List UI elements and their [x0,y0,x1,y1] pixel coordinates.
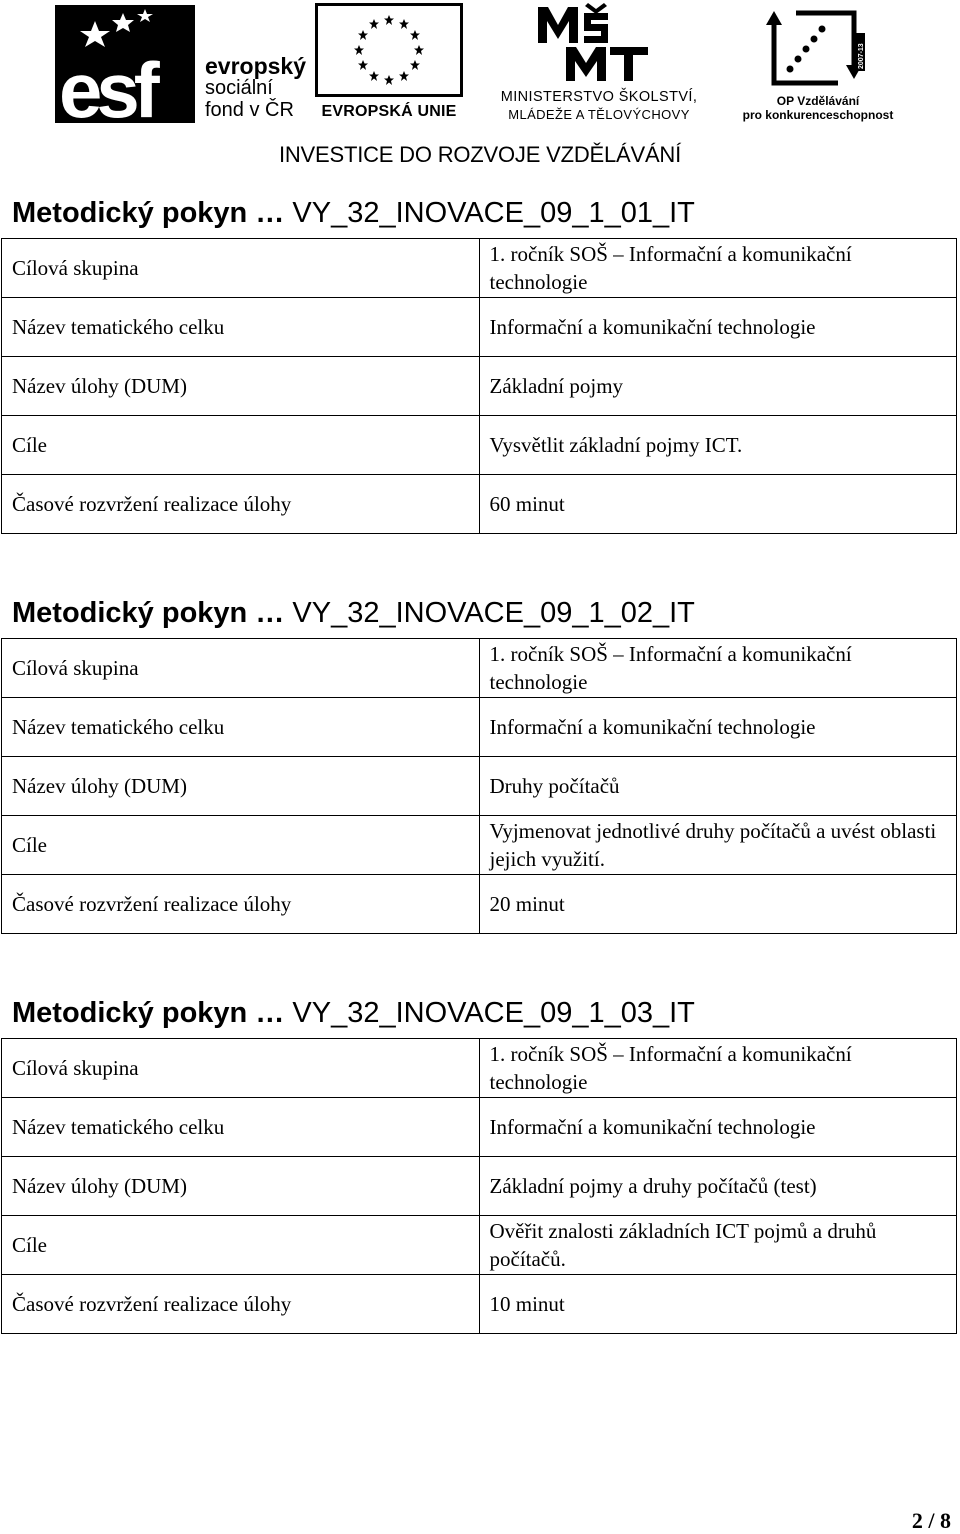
row-value: Základní pojmy a druhy počítačů (test) [479,1157,957,1216]
row-value: Informační a komunikační technologie [479,298,957,357]
op-vk-line-1: OP Vzdělávání [776,94,860,108]
header-logos [0,0,960,172]
title-code: VY_32_INOVACE_09_1_02_IT [292,597,695,629]
tagline: INVESTICE DO ROZVOJE VZDĚLÁVÁNÍ [278,142,682,167]
row-value: 20 minut [479,875,957,934]
title-prefix: Metodický pokyn … [12,597,285,629]
row-value: Ověřit znalosti základních ICT pojmů a druhů počítačů. [479,1216,957,1275]
row-label: Název tematického celku [2,1098,480,1157]
row-label: Cílová skupina [2,639,480,698]
table-row [2,639,957,698]
row-label: Název tematického celku [2,298,480,357]
row-label: Název tematického celku [2,698,480,757]
title-code: VY_32_INOVACE_09_1_01_IT [292,197,695,229]
table-row [2,1157,957,1216]
table-row [2,875,957,934]
row-value: 10 minut [479,1275,957,1334]
row-value: Základní pojmy [479,357,957,416]
eu-text: EVROPSKÁ UNIE [321,103,457,120]
table-row [2,1098,957,1157]
op-vk-logo [738,3,898,125]
section-title [12,996,695,1030]
row-label: Cílová skupina [2,1039,480,1098]
row-label: Název úlohy (DUM) [2,357,480,416]
title-prefix: Metodický pokyn … [12,997,285,1029]
row-label: Cílová skupina [2,239,480,298]
row-value: Druhy počítačů [479,757,957,816]
row-label: Cíle [2,816,480,875]
row-value: Informační a komunikační technologie [479,1098,957,1157]
table-row [2,698,957,757]
row-label: Název úlohy (DUM) [2,1157,480,1216]
table-row [2,757,957,816]
eu-flag-icon [315,3,463,97]
msmt-line-2: MLÁDEŽE A TĚLOVÝCHOVY [508,107,690,122]
esf-line-3: fond v ČR [205,99,294,121]
row-value: Vyjmenovat jednotlivé druhy počítačů a uvést oblasti jejich využití. [479,816,957,875]
msmt-mark-icon [536,3,656,85]
op-vk-mark-icon [766,3,866,93]
row-value: Informační a komunikační technologie [479,698,957,757]
table-row [2,357,957,416]
msmt-text [474,89,724,123]
table-row [2,475,957,534]
esf-logo [55,5,307,125]
table-row [2,298,957,357]
metadata-table [1,238,957,534]
table-row [2,1039,957,1098]
svg-text:esf: esf [59,46,154,123]
eu-logo [315,3,463,125]
esf-mark-icon [55,5,195,123]
row-label: Časové rozvržení realizace úlohy [2,475,480,534]
row-value: 1. ročník SOŠ – Informační a komunikační technologie [479,639,957,698]
op-vk-line-2: pro konkurenceschopnost [742,108,894,122]
table-row [2,416,957,475]
msmt-line-1: MINISTERSTVO ŠKOLSTVÍ, [500,89,698,105]
table-row [2,239,957,298]
op-vk-years: 2007-13 [858,43,865,69]
metadata-table [1,638,957,934]
table-row [2,816,957,875]
table-row [2,1275,957,1334]
row-label: Název úlohy (DUM) [2,757,480,816]
op-vk-text [738,94,898,122]
title-prefix: Metodický pokyn … [12,197,285,229]
section-title [12,196,695,230]
row-label: Časové rozvržení realizace úlohy [2,1275,480,1334]
page-number: 2 / 8 [911,1508,951,1533]
section-title [12,596,695,630]
row-label: Časové rozvržení realizace úlohy [2,875,480,934]
title-code: VY_32_INOVACE_09_1_03_IT [292,997,695,1029]
row-value: 1. ročník SOŠ – Informační a komunikační technologie [479,239,957,298]
row-value: 1. ročník SOŠ – Informační a komunikační technologie [479,1039,957,1098]
esf-line-2: sociální [205,77,273,99]
table-row [2,1216,957,1275]
msmt-logo [474,3,724,125]
metadata-table [1,1038,957,1334]
esf-line-1: evropský [205,53,307,79]
esf-text [205,55,306,121]
row-label: Cíle [2,1216,480,1275]
row-label: Cíle [2,416,480,475]
row-value: 60 minut [479,475,957,534]
row-value: Vysvětlit základní pojmy ICT. [479,416,957,475]
